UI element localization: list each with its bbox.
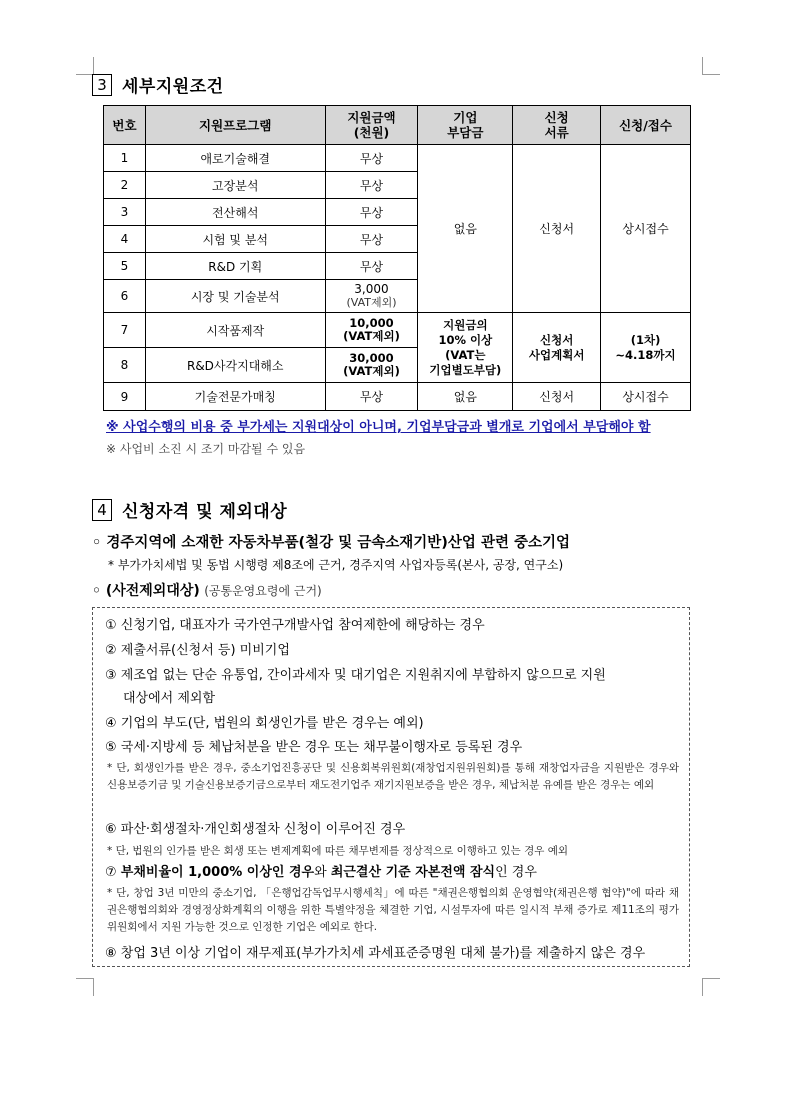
exclusion-item: ⑤ 국세·지방세 등 체납처분을 받은 경우 또는 채무불이행자로 등록된 경우 xyxy=(105,740,523,755)
burden-line: 지원금의 xyxy=(443,317,488,332)
cell-amount: 무상 xyxy=(325,226,418,253)
exclusion-item: ④ 기업의 부도(단, 법원의 회생인가를 받은 경우는 예외) xyxy=(105,716,424,731)
eligibility-subnote: * 부가가치세법 및 동법 시행령 제8조에 근거, 경주지역 사업자등록(본사, 공장, 연구소) xyxy=(108,558,564,572)
exclusion-footnote: * 단, 법원의 인가를 받은 회생 또는 변제계획에 따른 채무변제를 정상적으로 이행하고 있는 경우 예외 xyxy=(107,845,569,857)
section4-title: 신청자격 및 제외대상 xyxy=(122,502,288,522)
cell-program: 시험 및 분석 xyxy=(145,226,325,253)
cell-amount: 무상 xyxy=(325,172,418,199)
cell-amount: 무상 xyxy=(325,253,418,280)
cell-no: 2 xyxy=(104,172,146,199)
amount-sub: (VAT제외) xyxy=(346,296,397,309)
exclusion-footnote: * 단, 창업 3년 미만의 중소기업, 「은행업감독업무시행세칙」에 따른 "채권은행협의회 운영협약(채권은행 협약)"에 따라 채권은행협의회와 경영정상화계획의 이행을 위한 특별약정을 체결한 기업, 시설투자에 따른 일시적 부채 증가로 제11조의 평가위원회에서 지원 가능한 것으로 인정한 기업은 예외로 한다. xyxy=(107,887,679,933)
burden-line: 10% 이상 xyxy=(438,332,493,347)
cell-burden: 없음 xyxy=(418,383,513,411)
docs-line: 신청서 xyxy=(540,332,574,347)
cell-docs xyxy=(513,313,601,383)
cell-amount: 무상 xyxy=(325,383,418,411)
crop-mark xyxy=(702,978,720,979)
burden-line: 기업별도부담) xyxy=(429,362,502,377)
cell-amount xyxy=(325,348,418,383)
item7-prefix: ⑦ xyxy=(105,865,121,880)
item7-capital: 최근결산 기준 자본전액 잠식 xyxy=(330,865,496,880)
support-program-table xyxy=(103,105,691,411)
header-docs: 신청 서류 xyxy=(513,106,601,145)
section3-number: 3 xyxy=(92,74,112,96)
cell-program: 애로기술해결 xyxy=(145,145,325,172)
cell-no: 5 xyxy=(104,253,146,280)
exclusion-note: (공통운영요령에 근거) xyxy=(204,584,322,598)
amount-value: 30,000 xyxy=(349,351,394,365)
section4-heading xyxy=(92,497,287,522)
apply-line: ~4.18까지 xyxy=(615,347,676,362)
exclusion-item: ① 신청기업, 대표자가 국가연구개발사업 참여제한에 해당하는 경우 xyxy=(105,618,485,633)
table-header-row xyxy=(104,106,691,145)
header-amount: 지원금액 (천원) xyxy=(325,106,418,145)
section3-heading xyxy=(92,72,224,97)
section3-title: 세부지원조건 xyxy=(122,77,224,97)
table-row xyxy=(104,145,691,172)
table-row xyxy=(104,313,691,348)
crop-mark xyxy=(702,57,703,75)
header-burden: 기업 부담금 xyxy=(418,106,513,145)
vat-notice: ※ 사업수행의 비용 중 부가세는 지원대상이 아니며, 기업부담금과 별개로 기업에서 부담해야 함 xyxy=(106,420,651,435)
item7-debt: 부채비율이 1,000% 이상인 경우 xyxy=(120,865,315,880)
cell-program: R&D사각지대해소 xyxy=(145,348,325,383)
cell-no: 3 xyxy=(104,199,146,226)
cell-amount xyxy=(325,280,418,313)
header-no: 번호 xyxy=(104,106,146,145)
cell-program: R&D 기획 xyxy=(145,253,325,280)
cell-program: 기술전문가매칭 xyxy=(145,383,325,411)
cell-burden: 없음 xyxy=(418,145,513,313)
cell-program: 시장 및 기술분석 xyxy=(145,280,325,313)
exclusion-label: ◦ (사전제외대상) xyxy=(92,583,200,599)
cell-apply xyxy=(601,313,691,383)
budget-notice: ※ 사업비 소진 시 조기 마감될 수 있음 xyxy=(106,442,306,456)
cell-apply: 상시접수 xyxy=(601,145,691,313)
exclusion-item-cont: 대상에서 제외함 xyxy=(123,691,216,706)
crop-mark xyxy=(76,978,94,979)
item7-suffix: 인 경우 xyxy=(495,865,537,880)
exclusion-item: ⑥ 파산·회생절차·개인회생절차 신청이 이루어진 경우 xyxy=(105,822,406,837)
apply-line: (1차) xyxy=(630,332,661,347)
exclusion-list-box xyxy=(92,607,690,967)
cell-no: 7 xyxy=(104,313,146,348)
exclusion-bullet xyxy=(92,580,322,600)
cell-no: 1 xyxy=(104,145,146,172)
cell-amount: 무상 xyxy=(325,199,418,226)
amount-sub: (VAT제외) xyxy=(343,364,400,378)
cell-burden xyxy=(418,313,513,383)
exclusion-item xyxy=(105,861,537,880)
amount-sub: (VAT제외) xyxy=(343,329,400,343)
cell-program: 시작품제작 xyxy=(145,313,325,348)
crop-mark xyxy=(93,978,94,996)
docs-line: 사업계획서 xyxy=(528,347,585,362)
amount-value: 10,000 xyxy=(349,316,394,330)
cell-no: 8 xyxy=(104,348,146,383)
exclusion-footnote: * 단, 회생인가를 받은 경우, 중소기업진흥공단 및 신용회복위원회(재창업지원위원회)를 통해 재창업자금을 지원받은 경우와 신용보증기금 및 기술신용보증기금으로부터 재도전기업주 재기지원보증을 받은 경우, 체납처분 유예를 받은 경우는 예외 xyxy=(107,762,679,791)
cell-no: 9 xyxy=(104,383,146,411)
exclusion-item: ⑧ 창업 3년 이상 기업이 재무제표(부가가치세 과세표준증명원 대체 불가)를 제출하지 않은 경우 xyxy=(105,946,646,961)
exclusion-item: ③ 제조업 없는 단순 유통업, 간이과세자 및 대기업은 지원취지에 부합하지 않으므로 지원 xyxy=(105,668,606,683)
header-apply: 신청/접수 xyxy=(601,106,691,145)
cell-apply: 상시접수 xyxy=(601,383,691,411)
cell-program: 고장분석 xyxy=(145,172,325,199)
amount-value: 3,000 xyxy=(354,282,389,296)
cell-no: 6 xyxy=(104,280,146,313)
burden-line: (VAT는 xyxy=(445,347,486,362)
header-program: 지원프로그램 xyxy=(145,106,325,145)
cell-no: 4 xyxy=(104,226,146,253)
table-row xyxy=(104,383,691,411)
eligibility-bullet: ◦ 경주지역에 소재한 자동차부품(철강 및 금속소재기반)산업 관련 중소기업 xyxy=(92,535,571,551)
cell-docs: 신청서 xyxy=(513,145,601,313)
cell-amount: 무상 xyxy=(325,145,418,172)
cell-docs: 신청서 xyxy=(513,383,601,411)
crop-mark xyxy=(702,74,720,75)
cell-amount xyxy=(325,313,418,348)
item7-and: 와 xyxy=(314,865,331,880)
section4-number: 4 xyxy=(92,499,112,521)
crop-mark xyxy=(702,978,703,996)
exclusion-item: ② 제출서류(신청서 등) 미비기업 xyxy=(105,643,290,658)
cell-program: 전산해석 xyxy=(145,199,325,226)
